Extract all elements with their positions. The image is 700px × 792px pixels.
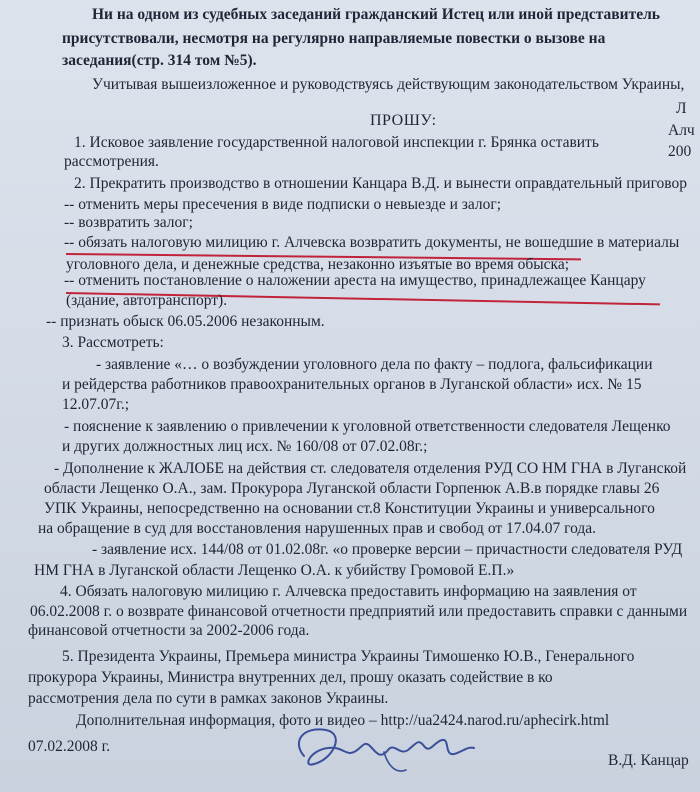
item3-line-8: области Лещенко О.А., зам. Прокурора Луганской области Горпенюк А.В.в порядке главы 26 [44,480,660,497]
item3-line-4: 12.07.07г.; [62,396,130,413]
item3-line-12: НМ ГНА в Луганской области Лещенко О.А. к убийству Громовой Е.П.» [34,562,515,579]
item5-line-3: рассмотрения дела по сути в рамках законов Украины. [28,690,389,707]
item4-line-3: финансовой отчетности за 2002-2006 года. [28,622,310,639]
signature-image [284,712,484,782]
margin-fragment-3: 200 [668,143,692,160]
item3-line-7: - Дополнение к ЖАЛОБЕ на действия ст. следователя отделения РУД СО НМ ГНА в Луганской [54,460,687,477]
signer-name: В.Д. Канцар [608,752,689,769]
item2-line-7: (здание, автотранспорт). [66,292,228,309]
margin-fragment-1: Л [676,100,687,117]
intro-line-1: Ни на одном из судебных заседаний гражданский Истец или иной представитель [92,6,660,23]
document-date: 07.02.2008 г. [28,738,111,755]
item2-line-5: уголовного дела, и денежные средства, незаконно изъятые во время обыска; [66,256,570,273]
item2-line-1: 2. Прекратить производство в отношении Канцара В.Д. и вынести оправдательный приговор [74,175,687,192]
item3-line-11: - заявление исх. 144/08 от 01.02.08г. «о проверке версии – причастности следователя РУД [92,541,683,558]
item3-line-5: - пояснение к заявлению о привлечении к уголовной ответственности следователя Лещенко [64,418,671,435]
item3-line-6: и других должностных лиц исх. № 160/08 от 07.02.08г.; [62,438,428,455]
additional-info-line: Дополнительная информация, фото и видео – http://ua2424.narod.ru/aphecirk.html [76,712,610,729]
item2-line-2: -- отменить меры пресечения в виде подписки о невыезде и залог; [64,196,502,213]
item2-line-8: -- признать обыск 06.05.2006 незаконным. [46,313,325,330]
item3-line-2: - заявление «… о возбуждении уголовного дела по факту – подлога, фальсификации [96,356,653,373]
item2-line-6: -- отменить постановление о наложении ареста на имущество, принадлежащее Канцару [64,272,646,289]
item4-line-1: 4. Обязать налоговую милицию г. Алчевска предоставить информацию на заявления от [60,583,637,600]
item2-line-4: -- обязать налоговую милицию г. Алчевска возвратить документы, не вошедшие в материалы [64,234,680,251]
intro-line-2: присутствовали, несмотря на регулярно направляемые повестки о вызове на [62,30,606,47]
margin-fragment-2: Алч [668,122,695,139]
item4-line-2: 06.02.2008 г. о возврате финансовой отчетности предприятий или предоставить справки с данными [30,603,688,620]
item1-line-1: 1. Исковое заявление государственной налоговой инспекции г. Брянка оставить [74,134,599,151]
item3-line-9: УПК Украины, непосредственно на основании ст.8 Конституции Украины и универсального [44,500,655,517]
item3-line-1: 3. Рассмотреть: [62,334,164,351]
item5-line-1: 5. Президента Украины, Премьера министра Украины Тимошенко Ю.В., Генерального [62,648,635,665]
item5-line-2: прокурора Украины, Министра внутренних дел, прошу оказать содействие в ко [28,669,553,686]
item2-line-3: -- возвратить залог; [64,214,193,231]
intro-line-3: заседания(стр. 314 том №5). [62,52,257,69]
item1-line-2: рассмотрения. [64,153,159,170]
heading-proshu: ПРОШУ: [370,112,437,129]
considering-line: Учитывая вышеизложенное и руководствуясь действующим законодательством Украины, [92,76,685,93]
item3-line-10: на обращение в суд для восстановления нарушенных прав и свобод от 17.04.07 года. [38,520,597,537]
item3-line-3: и рейдерства работников правоохранительных органов в Луганской области» исх. № 15 [62,376,642,393]
